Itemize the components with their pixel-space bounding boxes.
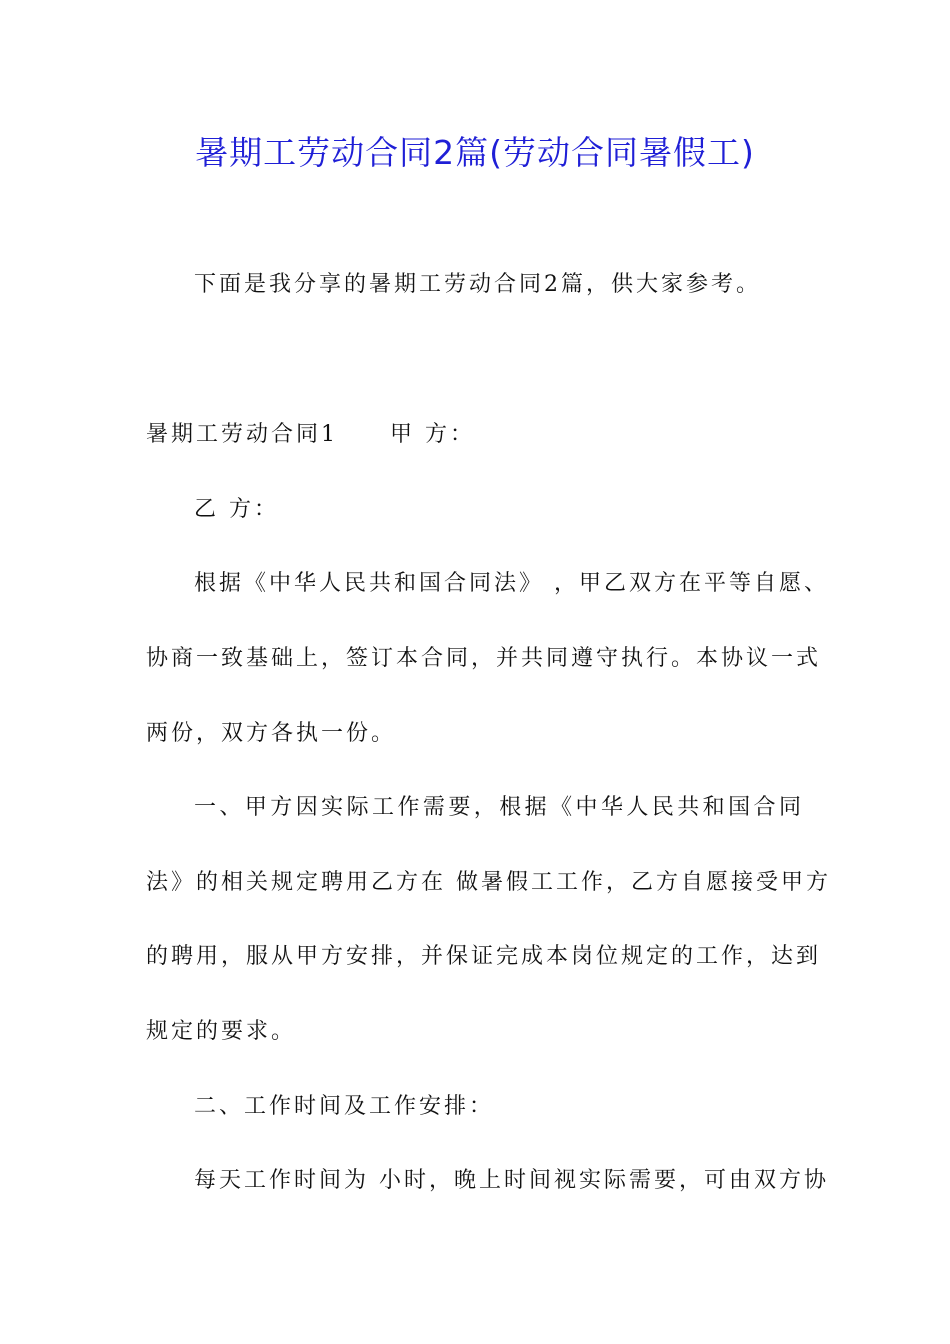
document-title: 暑期工劳动合同2篇(劳动合同暑假工) — [195, 133, 755, 172]
contract-heading: 暑期工劳动合同1 — [146, 422, 338, 447]
paragraph-line: 法》的相关规定聘用乙方在 做暑假工工作，乙方自愿接受甲方 — [146, 870, 831, 895]
section-heading: 二、工作时间及工作安排： — [194, 1094, 495, 1119]
paragraph-line: 每天工作时间为 小时，晚上时间视实际需要，可由双方协 — [194, 1168, 829, 1193]
paragraph-line: 一、甲方因实际工作需要，根据《中华人民共和国合同 — [194, 795, 804, 820]
paragraph-line: 规定的要求。 — [146, 1019, 297, 1044]
paragraph-line: 两份，双方各执一份。 — [146, 721, 397, 746]
party-b-label: 乙 方： — [194, 497, 279, 522]
paragraph-line: 协商一致基础上，签订本合同，并共同遵守执行。本协议一式 — [146, 646, 822, 671]
party-a-label: 甲 方： — [390, 422, 475, 447]
contract-heading-row — [146, 418, 475, 452]
paragraph-line: 的聘用，服从甲方安排，并保证完成本岗位规定的工作，达到 — [146, 944, 822, 969]
intro-paragraph: 下面是我分享的暑期工劳动合同2篇，供大家参考。 — [194, 272, 761, 297]
paragraph-line: 根据《中华人民共和国合同法》 ，甲乙双方在平等自愿、 — [194, 571, 829, 596]
